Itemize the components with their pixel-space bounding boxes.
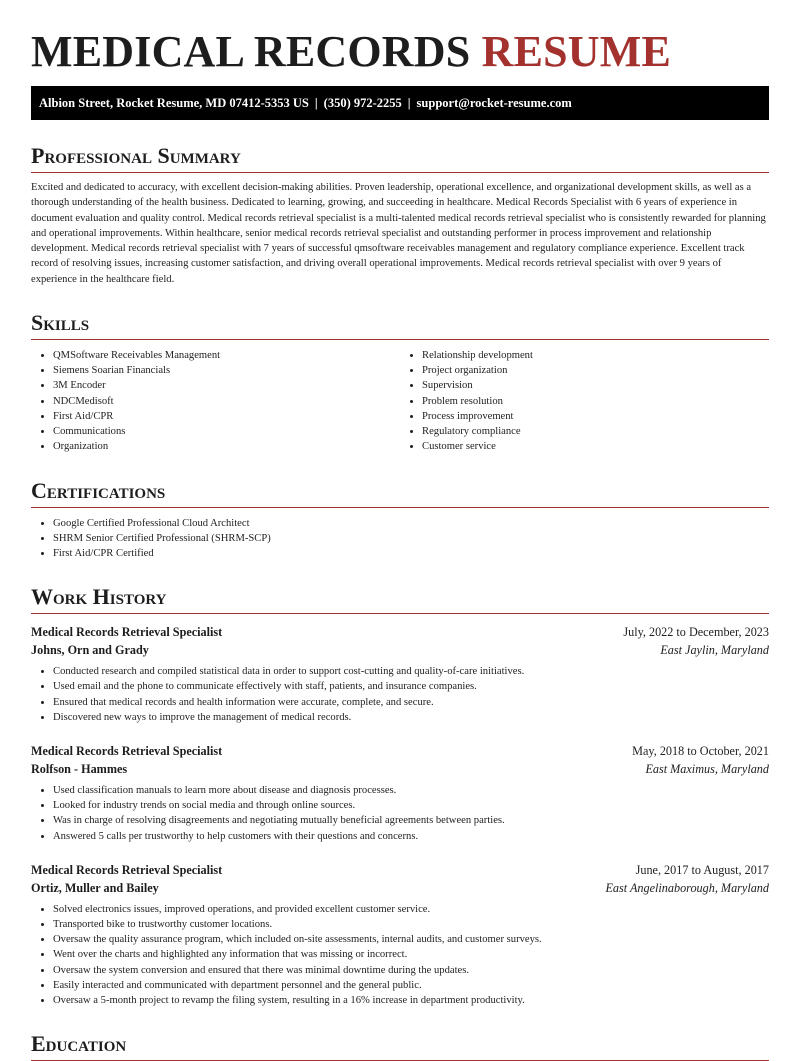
job-location: East Maximus, Maryland [645, 761, 769, 776]
job-bullet: • Was in charge of resolving disagreements and negotiating mutually beneficial agreements between parties. [53, 813, 769, 828]
section-divider [31, 172, 769, 173]
job-location: East Angelinaborough, Maryland [605, 880, 769, 895]
section-divider [31, 339, 769, 340]
skill-item: • First Aid/CPR [53, 409, 400, 424]
skill-item: • Process improvement [422, 409, 769, 424]
skill-item: • Relationship development [422, 348, 769, 363]
work-history-heading: Work History [31, 584, 167, 610]
certification-item: • Google Certified Professional Cloud Architect [53, 516, 769, 531]
resume-page [31, 0, 769, 1061]
job-location: East Jaylin, Maryland [660, 643, 769, 658]
title-main: MEDICAL RECORDS [31, 27, 471, 76]
skill-item: • Organization [53, 439, 400, 454]
section-divider [31, 613, 769, 614]
skill-item: • Siemens Soarian Financials [53, 363, 400, 378]
skill-item: • QMSoftware Receivables Management [53, 348, 400, 363]
job-bullets [31, 783, 769, 844]
job-entry [31, 742, 769, 844]
job-company: Johns, Orn and Grady [31, 643, 149, 658]
job-dates: July, 2022 to December, 2023 [623, 625, 769, 640]
section-divider [31, 507, 769, 508]
skill-item: • 3M Encoder [53, 378, 400, 393]
job-bullet: • Looked for industry trends on social media and through online sources. [53, 798, 769, 813]
contact-bar [31, 86, 769, 120]
contact-separator: | [407, 96, 411, 110]
job-bullet: • Transported bike to trustworthy customer locations. [53, 917, 769, 932]
job-title: Medical Records Retrieval Specialist [31, 862, 223, 877]
skills-left-list [31, 348, 400, 454]
job-bullet: • Ensured that medical records and health information were accurate, complete, and secure. [53, 695, 769, 710]
job-bullet: • Used classification manuals to learn more about disease and diagnosis processes. [53, 783, 769, 798]
job-bullet: • Solved electronics issues, improved operations, and provided excellent customer service. [53, 902, 769, 917]
contact-address: Albion Street, Rocket Resume, MD 07412-5353 US [39, 96, 309, 110]
certifications-heading: Certifications [31, 477, 166, 503]
skill-item: • Communications [53, 424, 400, 439]
summary-heading: Professional Summary [31, 143, 241, 168]
job-title: Medical Records Retrieval Specialist [31, 743, 223, 758]
skills-right-list [400, 348, 769, 454]
job-bullet: • Oversaw a 5-month project to revamp the filing system, resulting in a 16% increase in department productivity. [53, 993, 769, 1008]
title-accent: RESUME [481, 27, 672, 76]
summary-text: Excited and dedicated to accuracy, with excellent decision-making abilities. Proven leadership, operational excellence, and organizational development skills, as well as a thorough understanding of the health business. Dedicated to learning, growing, and succeeding in healthcare. Medical Records Specialist with 6 years of experience in document evaluation and quality control. Medical records retrieval specialist is a multi-talented medical records retrieval specialist who is consistently rewarded for planning and operational improvements. Within healthcare, senior medical records retrieval specialist and outstanding performer in process improvement and relationship development. Medical records retrieval specialist with 7 years of successful qmsoftware receivables management and regulatory compliance experience. Excellent track record of resolving issues, increasing customer satisfaction, and driving overall operational improvements. Medical records retrieval specialist with over 9 years of experience in the healthcare field. [31, 182, 766, 285]
contact-email: support@rocket-resume.com [416, 96, 572, 110]
skills-heading: Skills [31, 310, 90, 336]
skill-item: • Problem resolution [422, 394, 769, 409]
skill-item: • Project organization [422, 363, 769, 378]
skills-columns [31, 348, 769, 454]
job-bullet: • Went over the charts and highlighted any information that was missing or incorrect. [53, 947, 769, 962]
contact-phone: (350) 972-2255 [323, 96, 402, 110]
job-bullet: • Conducted research and compiled statistical data in order to support cost-cutting and quality-of-care initiatives. [53, 664, 769, 679]
job-bullet: • Oversaw the quality assurance program, which included on-site assessments, internal audits, and customer surveys. [53, 932, 769, 947]
job-bullet: • Easily interacted and communicated with department personnel and the general public. [53, 978, 769, 993]
contact-separator: | [314, 96, 318, 110]
job-entry [31, 623, 769, 725]
job-bullets [31, 664, 769, 725]
skill-item: • Regulatory compliance [422, 424, 769, 439]
job-company: Ortiz, Muller and Bailey [31, 880, 159, 895]
job-title: Medical Records Retrieval Specialist [31, 625, 223, 640]
job-company: Rolfson - Hammes [31, 761, 128, 776]
certification-item: • First Aid/CPR Certified [53, 546, 769, 561]
skill-item: • NDCMedisoft [53, 394, 400, 409]
education-heading: Education [31, 1031, 127, 1057]
job-bullet: • Answered 5 calls per trustworthy to help customers with their questions and concerns. [53, 829, 769, 844]
job-bullets [31, 902, 769, 1008]
resume-title [31, 26, 769, 78]
skill-item: • Customer service [422, 439, 769, 454]
job-dates: May, 2018 to October, 2021 [632, 743, 769, 758]
job-bullet: • Oversaw the system conversion and ensured that there was minimal downtime during the updates. [53, 963, 769, 978]
job-dates: June, 2017 to August, 2017 [635, 862, 769, 877]
job-entry [31, 861, 769, 1008]
certification-item: • SHRM Senior Certified Professional (SHRM-SCP) [53, 531, 769, 546]
certifications-list [31, 516, 769, 562]
skill-item: • Supervision [422, 378, 769, 393]
job-bullet: • Discovered new ways to improve the management of medical records. [53, 710, 769, 725]
job-bullet: • Used email and the phone to communicate effectively with staff, patients, and insurance companies. [53, 679, 769, 694]
